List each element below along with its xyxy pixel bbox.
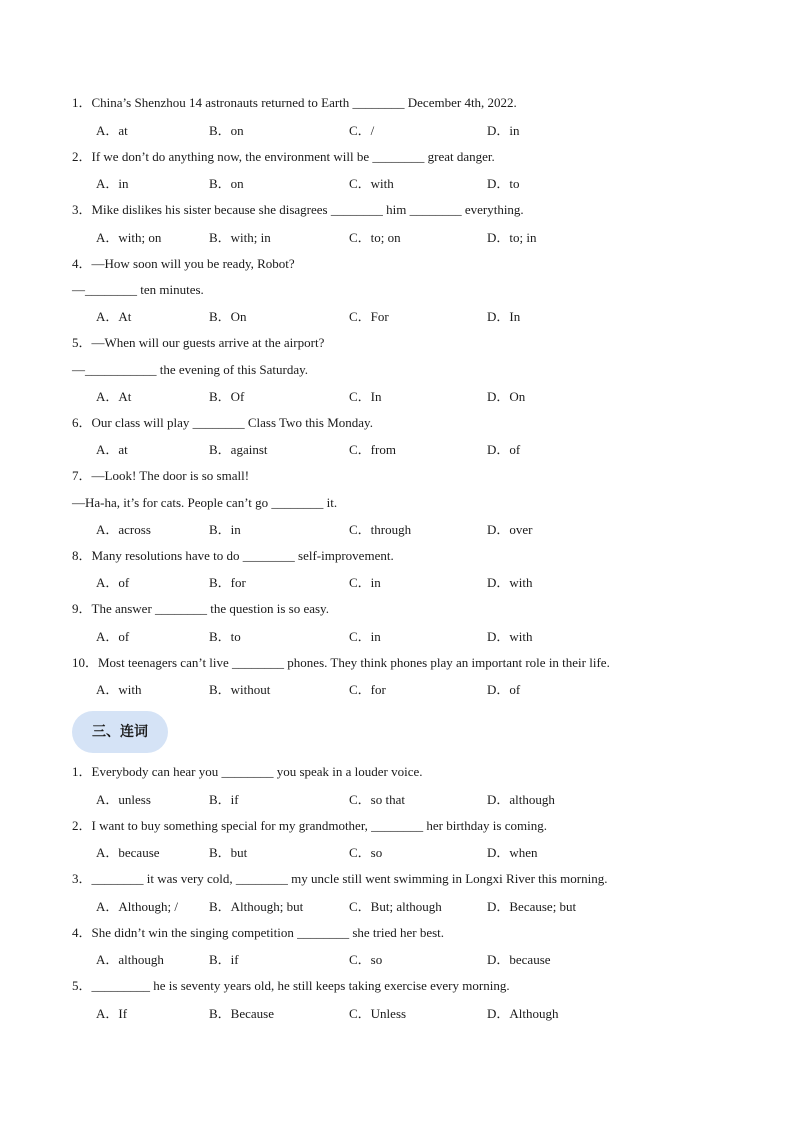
question-stem: 2．I want to buy something special for my grandmother, ________ her birthday is coming. [72, 817, 547, 833]
question-item [0, 650, 794, 704]
answer-option[interactable]: D．to [487, 176, 520, 191]
question-stem: 3．Mike dislikes his sister because she disagrees ________ him ________ everything. [72, 202, 524, 217]
answer-option[interactable]: D．of [487, 442, 521, 457]
conjunctions-questions [0, 759, 794, 1027]
question-stem: 10．Most teenagers can’t live ________ phones. They think phones play an important role in their life. [72, 654, 610, 670]
answer-option[interactable]: C．with [349, 176, 394, 191]
answer-option[interactable]: B．on [209, 122, 244, 138]
answer-option[interactable]: C．Unless [349, 1005, 407, 1021]
answer-option[interactable]: C．In [349, 388, 382, 404]
question-stem: 5．_________ he is seventy years old, he still keeps taking exercise every morning. [72, 978, 510, 993]
answer-option[interactable]: C．in [349, 628, 381, 644]
answer-option[interactable]: D．In [487, 309, 521, 324]
answer-option[interactable]: B．on [209, 176, 244, 191]
question-item [0, 144, 794, 198]
answer-option[interactable]: B．for [209, 575, 246, 590]
question-stem: 4．She didn’t win the singing competition ________ she tried her best. [72, 924, 445, 940]
question-item [0, 973, 794, 1027]
question-item [0, 410, 794, 464]
answer-option[interactable]: A．At [96, 388, 132, 404]
answer-option[interactable]: A．in [96, 176, 129, 191]
answer-option[interactable]: A．because [96, 845, 160, 860]
answer-option[interactable]: A．at [96, 122, 128, 138]
question-item [0, 813, 794, 867]
answer-options [0, 893, 794, 920]
answer-option[interactable]: B．Of [209, 388, 245, 404]
question-item [0, 330, 794, 410]
answer-options [0, 946, 794, 973]
answer-options [0, 569, 794, 596]
answer-options [0, 303, 794, 330]
answer-option[interactable]: D．with [487, 575, 533, 590]
answer-option[interactable]: A．unless [96, 791, 151, 807]
answer-options [0, 786, 794, 813]
question-stem: 5．—When will our guests arrive at the airport? [72, 335, 325, 350]
answer-option[interactable]: B．if [209, 791, 239, 807]
answer-option[interactable]: D．in [487, 122, 520, 138]
answer-options [0, 1000, 794, 1027]
answer-option[interactable]: A．At [96, 309, 132, 324]
question-item [0, 90, 794, 144]
question-stem: 7．—Look! The door is so small! [72, 468, 250, 483]
answer-option[interactable]: C．for [349, 682, 386, 697]
answer-option[interactable]: A．with; on [96, 229, 162, 245]
answer-option[interactable]: C．to; on [349, 229, 401, 245]
answer-option[interactable]: D．when [487, 845, 538, 860]
answer-option[interactable]: A．If [96, 1005, 128, 1021]
question-item [0, 251, 794, 331]
answer-option[interactable]: B．Because [209, 1005, 274, 1021]
answer-option[interactable]: D．to; in [487, 229, 537, 245]
section-header-conjunctions: 三、连词 [72, 711, 168, 753]
answer-options [0, 676, 794, 703]
answer-option[interactable]: D．Because; but [487, 898, 577, 914]
question-stem: 8．Many resolutions have to do ________ self-improvement. [72, 547, 394, 563]
question-item [0, 596, 794, 650]
answer-option[interactable]: D．Although [487, 1005, 559, 1021]
answer-option[interactable]: B．to [209, 628, 241, 644]
answer-option[interactable]: B．if [209, 952, 239, 967]
answer-option[interactable]: C．/ [349, 122, 375, 138]
answer-option[interactable]: C．through [349, 521, 412, 537]
answer-option[interactable]: A．across [96, 521, 151, 537]
answer-option[interactable]: C．But; although [349, 898, 442, 914]
question-reply: —________ ten minutes. [72, 282, 204, 297]
answer-options [0, 383, 794, 410]
question-stem: 1．China’s Shenzhou 14 astronauts returned to Earth ________ December 4th, 2022. [72, 95, 517, 110]
question-stem: 9．The answer ________ the question is so easy. [72, 601, 329, 616]
answer-option[interactable]: D．although [487, 791, 555, 807]
answer-option[interactable]: D．On [487, 388, 526, 404]
question-stem: 3．________ it was very cold, ________ my uncle still went swimming in Longxi River this morning. [72, 871, 608, 886]
question-stem: 2．If we don’t do anything now, the environment will be ________ great danger. [72, 148, 495, 164]
answer-option[interactable]: A．although [96, 952, 164, 967]
answer-option[interactable]: A．Although; / [96, 898, 178, 914]
question-item [0, 866, 794, 920]
answer-options [0, 839, 794, 866]
answer-options [0, 436, 794, 463]
answer-option[interactable]: A．of [96, 628, 130, 644]
answer-option[interactable]: D．with [487, 628, 533, 644]
answer-options [0, 117, 794, 144]
question-stem: 1．Everybody can hear you ________ you speak in a louder voice. [72, 764, 423, 779]
answer-options [0, 623, 794, 650]
answer-option[interactable]: D．because [487, 952, 551, 967]
question-stem: 6．Our class will play ________ Class Two this Monday. [72, 414, 373, 430]
answer-option[interactable]: C．so that [349, 791, 405, 807]
question-item [0, 197, 794, 251]
question-item [0, 463, 794, 543]
answer-option[interactable]: D．of [487, 682, 521, 697]
question-reply: —Ha-ha, it’s for cats. People can’t go ________ it. [72, 494, 338, 510]
answer-options [0, 516, 794, 543]
answer-options [0, 224, 794, 251]
answer-option[interactable]: B．with; in [209, 229, 271, 245]
answer-option[interactable]: B．but [209, 845, 248, 860]
question-item [0, 543, 794, 597]
answer-option[interactable]: A．with [96, 682, 142, 697]
answer-option[interactable]: D．over [487, 521, 533, 537]
question-stem: 4．—How soon will you be ready, Robot? [72, 255, 295, 271]
answer-option[interactable]: C．For [349, 309, 389, 324]
answer-option[interactable]: C．so [349, 952, 383, 967]
answer-option[interactable]: A．at [96, 442, 128, 457]
answer-option[interactable]: A．of [96, 575, 130, 590]
prepositions-questions [0, 90, 794, 703]
answer-option[interactable]: B．in [209, 521, 241, 537]
answer-option[interactable]: B．Although; but [209, 898, 304, 914]
question-item [0, 920, 794, 974]
answer-option[interactable]: C．in [349, 575, 381, 590]
answer-option[interactable]: C．from [349, 442, 396, 457]
answer-option[interactable]: C．so [349, 845, 383, 860]
question-item [0, 759, 794, 813]
answer-option[interactable]: B．against [209, 442, 268, 457]
answer-options [0, 170, 794, 197]
answer-option[interactable]: B．On [209, 309, 247, 324]
answer-option[interactable]: B．without [209, 682, 271, 697]
question-reply: —___________ the evening of this Saturday. [72, 361, 309, 377]
